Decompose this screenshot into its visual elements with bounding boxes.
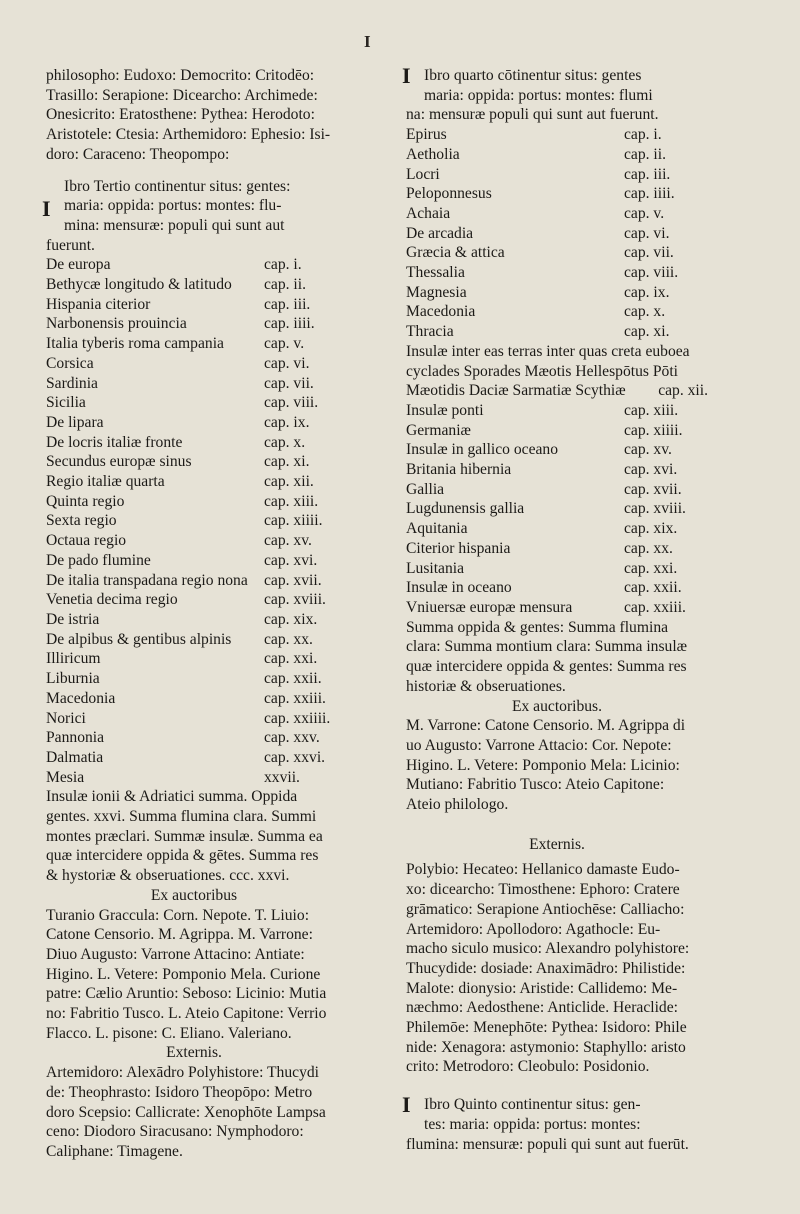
chapter-number: cap. xviii. xyxy=(264,591,326,609)
book-heading xyxy=(42,177,342,256)
chapter-title: Mæotidis Daciæ Sarmatiæ Scythiæ xyxy=(406,382,626,400)
chapter-number: cap. xxiii. xyxy=(264,689,326,707)
toc-entry xyxy=(406,578,708,598)
chapter-title: Pannonia xyxy=(46,729,105,747)
chapter-title: Italia tyberis roma campania xyxy=(46,335,224,353)
toc-entry xyxy=(46,748,342,768)
chapter-title: Aetholia xyxy=(406,145,460,163)
chapter-title: Thracia xyxy=(406,323,454,341)
intro-line: doro: Caraceno: Theopompo: xyxy=(46,145,230,163)
toc-entry xyxy=(406,145,708,165)
chapter-number: cap. xvi. xyxy=(264,551,318,569)
toc-entry xyxy=(46,374,342,394)
toc-entry xyxy=(406,598,708,618)
chapter-number: cap. v. xyxy=(624,204,665,222)
chapter-number: cap. xiii. xyxy=(624,401,679,419)
toc-entry xyxy=(46,334,342,354)
toc-entry xyxy=(46,709,342,729)
toc-entry xyxy=(406,283,708,303)
chapter-number: cap. xii. xyxy=(264,473,314,491)
chapter-number: cap. vi. xyxy=(264,354,310,372)
toc-entry xyxy=(46,393,342,413)
chapter-number: cap. xi. xyxy=(264,453,310,471)
chapter-number: cap. xxiiii. xyxy=(264,709,331,727)
external-author-line: Philemōe: Menephōte: Pythea: Isidoro: Phile xyxy=(406,1019,687,1037)
toc-entry xyxy=(46,610,342,630)
drop-initial: I xyxy=(42,195,51,221)
external-author-line: Artemidoro: Alexādro Polyhistore: Thucydi xyxy=(46,1064,319,1082)
chapter-number: cap. xxiii. xyxy=(624,598,686,616)
chapter-title: Regio italiæ quarta xyxy=(46,473,165,491)
chapter-number: cap. ix. xyxy=(624,283,670,301)
chapter-title: Sardinia xyxy=(46,374,98,392)
chapter-title: De europa xyxy=(46,256,111,274)
drop-initial: I xyxy=(402,1092,411,1118)
chapter-title: Bethycæ longitudo & latitudo xyxy=(46,276,232,294)
chapter-title: Mesia xyxy=(46,768,85,786)
chapter-title: Peloponnesus xyxy=(406,185,492,203)
toc-entry xyxy=(46,413,342,433)
heading-line: flumina: mensuræ: populi qui sunt aut fuerūt. xyxy=(406,1135,689,1153)
heading-line: Ibro quarto cōtinentur situs: gentes xyxy=(424,67,642,84)
toc-entry xyxy=(406,184,708,204)
toc-entry xyxy=(46,768,342,788)
toc-entry xyxy=(46,669,342,689)
external-author-line: Caliphane: Timagene. xyxy=(46,1142,183,1160)
insulae-line: cyclades Sporades Mæotis Hellespōtus Pōti xyxy=(406,362,678,380)
chapter-title: Illiricum xyxy=(46,650,101,668)
toc-entry xyxy=(46,472,342,492)
toc-entry xyxy=(406,263,708,283)
toc-entry xyxy=(406,519,708,539)
toc-entry xyxy=(406,401,708,421)
chapter-title: Corsica xyxy=(46,354,94,372)
chapter-number: cap. xx. xyxy=(264,630,313,648)
chapter-title: Dalmatia xyxy=(46,748,104,766)
author-line: Higino. L. Vetere: Pomponio Mela: Licinio: xyxy=(406,756,680,774)
external-author-line: Polybio: Hecateo: Hellanico damaste Eudo- xyxy=(406,861,680,879)
ex-auctoribus-heading: Ex auctoribus xyxy=(150,886,238,904)
toc-entry xyxy=(406,559,708,579)
author-line: no: Fabritio Tusco. L. Ateio Capitone: Verrio xyxy=(46,1005,327,1023)
chapter-number: cap. viii. xyxy=(264,394,319,412)
heading-line: Ibro Tertio continentur situs: gentes: xyxy=(64,177,291,195)
chapter-title: Sicilia xyxy=(46,394,86,412)
heading-line: mina: mensuræ: populi qui sunt aut xyxy=(64,216,285,234)
chapter-number: cap. xxv. xyxy=(264,729,320,747)
chapter-number: cap. xiii. xyxy=(264,492,319,510)
spacer xyxy=(46,165,342,177)
toc-entry xyxy=(46,433,342,453)
chapter-title: Thessalia xyxy=(406,264,465,282)
external-author-line: xo: dicearcho: Timosthene: Ephoro: Cratere xyxy=(406,881,680,899)
chapter-number: cap. xiiii. xyxy=(264,512,323,530)
summary-line: Insulæ ionii & Adriatici summa. Oppida xyxy=(46,788,298,806)
chapter-number: cap. xv. xyxy=(264,532,312,550)
summary-line: quæ intercidere oppida & gentes: Summa res xyxy=(406,658,687,676)
toc-entry xyxy=(406,243,708,263)
chapter-title: Lusitania xyxy=(406,559,465,577)
toc-entry xyxy=(46,689,342,709)
chapter-number: cap. x. xyxy=(624,303,666,321)
chapter-number: cap. vi. xyxy=(624,224,670,242)
intro-line: Onesicrito: Eratosthene: Pythea: Herodoto: xyxy=(46,106,315,124)
toc-entry xyxy=(46,728,342,748)
chapter-title: Narbonensis prouincia xyxy=(46,315,187,333)
chapter-title: Liburnia xyxy=(46,670,100,688)
chapter-title: Germaniæ xyxy=(406,421,471,439)
spacer xyxy=(406,1077,708,1095)
toc-entry xyxy=(46,551,342,571)
external-author-line: macho siculo musico: Alexandro polyhistore: xyxy=(406,940,690,958)
toc-entry xyxy=(406,322,708,342)
chapter-number: cap. vii. xyxy=(624,244,674,262)
chapter-title: Britania hibernia xyxy=(406,461,512,479)
toc-entry xyxy=(406,381,708,401)
toc-entry xyxy=(406,499,708,519)
toc-entry xyxy=(406,480,708,500)
author-line: M. Varrone: Catone Censorio. M. Agrippa di xyxy=(406,717,686,735)
chapter-number: cap. ix. xyxy=(264,413,310,431)
externis-heading: Externis. xyxy=(529,835,585,853)
toc-entry xyxy=(46,649,342,669)
chapter-title: De italia transpadana regio nona xyxy=(46,571,248,589)
chapter-number: cap. xix. xyxy=(624,520,678,538)
author-line: Mutiano: Fabritio Tusco: Ateio Capitone: xyxy=(406,776,665,794)
heading-line: Ibro Quinto continentur situs: gen- xyxy=(424,1096,641,1114)
toc-entry xyxy=(406,302,708,322)
author-line: Diuo Augusto: Varrone Attacino: Antiate: xyxy=(46,945,305,963)
author-line: Ateio philologo. xyxy=(406,796,509,814)
chapter-number: cap. xxvi. xyxy=(264,748,326,766)
heading-line: maria: oppida: portus: montes: flu- xyxy=(64,197,282,215)
toc-entry xyxy=(46,255,342,275)
toc-entry xyxy=(46,590,342,610)
chapter-number: cap. ii. xyxy=(264,276,306,294)
external-author-line: Artemidoro: Apollodoro: Agathocle: Eu- xyxy=(406,920,661,938)
chapter-number: cap. x. xyxy=(264,433,306,451)
chapter-title: Lugdunensis gallia xyxy=(406,500,525,518)
toc-entry xyxy=(46,314,342,334)
chapter-number: xxvii. xyxy=(264,768,300,786)
external-author-line: crito: Metrodoro: Cleobulo: Posidonio. xyxy=(406,1058,650,1076)
summary-line: historiæ & obseruationes. xyxy=(406,677,566,695)
heading-line: tes: maria: oppida: portus: montes: xyxy=(424,1115,641,1133)
chapter-title: Aquitania xyxy=(406,520,468,538)
book-heading xyxy=(402,63,708,125)
intro-line: philosopho: Eudoxo: Democrito: Critodēo: xyxy=(46,67,315,84)
chapter-number: cap. xiiii. xyxy=(624,421,683,439)
chapter-title: De alpibus & gentibus alpinis xyxy=(46,630,232,648)
chapter-number: cap. xvi. xyxy=(624,461,678,479)
book-heading xyxy=(402,1092,708,1154)
chapter-title: Græcia & attica xyxy=(406,244,505,262)
chapter-title: De pado flumine xyxy=(46,551,151,569)
page-folio: I xyxy=(364,32,371,51)
author-line: Flacco. L. pisone: C. Eliano. Valeriano. xyxy=(46,1024,292,1042)
chapter-title: Macedonia xyxy=(46,689,116,707)
chapter-number: cap. xvii. xyxy=(624,480,682,498)
chapter-number: cap. xxii. xyxy=(624,579,682,597)
author-line: Catone Censorio. M. Agrippa. M. Varrone: xyxy=(46,926,313,944)
toc-entry xyxy=(406,165,708,185)
chapter-title: Octaua regio xyxy=(46,532,127,550)
chapter-number: cap. ii. xyxy=(624,145,666,163)
author-line: Higino. L. Vetere: Pomponio Mela. Curione xyxy=(46,965,321,983)
chapter-number: cap. xix. xyxy=(264,610,318,628)
heading-line: na: mensuræ populi qui sunt aut fuerunt. xyxy=(406,106,659,124)
chapter-title: Norici xyxy=(46,709,86,727)
chapter-title: De arcadia xyxy=(406,224,474,242)
insulae-line: Insulæ inter eas terras inter quas creta euboea xyxy=(406,342,690,360)
author-line: patre: Cælio Aruntio: Seboso: Licinio: Mutia xyxy=(46,985,327,1003)
toc-entry xyxy=(406,440,708,460)
external-author-line: ceno: Diodoro Siracusano: Nymphodoro: xyxy=(46,1123,304,1141)
toc-entry xyxy=(46,492,342,512)
summary-line: montes præclari. Summæ insulæ. Summa ea xyxy=(46,827,323,845)
heading-line: maria: oppida: portus: montes: flumi xyxy=(424,86,653,104)
chapter-title: De locris italiæ fronte xyxy=(46,433,183,451)
chapter-number: cap. iii. xyxy=(624,165,671,183)
chapter-number: cap. xv. xyxy=(624,441,672,459)
chapter-title: De lipara xyxy=(46,413,104,431)
chapter-title: Sexta regio xyxy=(46,512,117,530)
chapter-number: cap. xii. xyxy=(658,382,708,400)
toc-entry xyxy=(46,630,342,650)
chapter-title: Hispania citerior xyxy=(46,295,151,313)
intro-line: Aristotele: Ctesia: Arthemidoro: Ephesio: Isi- xyxy=(46,126,331,144)
toc-entry xyxy=(406,421,708,441)
chapter-number: cap. viii. xyxy=(624,264,679,282)
spacer xyxy=(406,815,708,835)
toc-entry xyxy=(46,531,342,551)
chapter-title: Magnesia xyxy=(406,283,467,301)
chapter-title: Citerior hispania xyxy=(406,539,511,557)
intro-line: Trasillo: Serapione: Dicearcho: Archimede: xyxy=(46,86,318,104)
toc-entry xyxy=(46,452,342,472)
chapter-number: cap. xxi. xyxy=(624,559,678,577)
summary-line: clara: Summa montium clara: Summa insulæ xyxy=(406,638,688,656)
toc-entry xyxy=(406,125,708,145)
summary-line: & hystoriæ & obseruationes. ccc. xxvi. xyxy=(46,867,290,885)
chapter-number: cap. vii. xyxy=(264,374,314,392)
summary-line: quæ intercidere oppida & gētes. Summa res xyxy=(46,847,319,865)
summary-line: gentes. xxvi. Summa flumina clara. Summi xyxy=(46,808,317,826)
toc-entry xyxy=(46,354,342,374)
chapter-title: Venetia decima regio xyxy=(46,591,178,609)
chapter-title: Secundus europæ sinus xyxy=(46,453,192,471)
toc-entry xyxy=(46,295,342,315)
toc-entry xyxy=(46,275,342,295)
toc-entry xyxy=(406,460,708,480)
chapter-title: Vniuersæ europæ mensura xyxy=(406,598,573,616)
chapter-title: Epirus xyxy=(406,126,447,144)
chapter-title: Insulæ in oceano xyxy=(406,579,512,597)
external-author-line: de: Theophrasto: Isidoro Theopōpo: Metro xyxy=(46,1083,313,1101)
external-author-line: grāmatico: Serapione Antiochēse: Calliacho: xyxy=(406,900,685,918)
chapter-title: Insulæ ponti xyxy=(406,401,484,419)
toc-entry xyxy=(46,571,342,591)
externis-heading: Externis. xyxy=(166,1044,222,1062)
chapter-number: cap. xi. xyxy=(624,323,670,341)
chapter-number: cap. xx. xyxy=(624,539,673,557)
chapter-number: cap. xxi. xyxy=(264,650,318,668)
chapter-number: cap. xvii. xyxy=(264,571,322,589)
external-author-line: næchmo: Aedosthene: Anticlide. Heraclide: xyxy=(406,999,678,1017)
right-column xyxy=(402,63,708,1154)
chapter-number: cap. i. xyxy=(264,256,302,274)
chapter-title: De istria xyxy=(46,610,100,628)
external-author-line: Thucydide: dosiade: Anaximādro: Philistide: xyxy=(406,959,686,977)
author-line: uo Augusto: Varrone Attacio: Cor. Nepote: xyxy=(406,736,672,754)
toc-entry xyxy=(406,204,708,224)
chapter-number: cap. xxii. xyxy=(264,670,322,688)
summary-line: Summa oppida & gentes: Summa flumina xyxy=(406,618,669,636)
chapter-number: cap. iiii. xyxy=(264,315,315,333)
external-author-line: doro Scepsio: Callicrate: Xenophōte Lampsa xyxy=(46,1103,326,1121)
chapter-number: cap. v. xyxy=(264,335,305,353)
chapter-number: cap. i. xyxy=(624,126,662,144)
left-column xyxy=(42,66,342,1162)
chapter-title: Gallia xyxy=(406,480,445,498)
chapter-title: Locri xyxy=(406,165,440,183)
chapter-title: Achaia xyxy=(406,204,451,222)
chapter-title: Macedonia xyxy=(406,303,476,321)
ex-auctoribus-heading: Ex auctoribus. xyxy=(511,697,603,715)
author-line: Turanio Graccula: Corn. Nepote. T. Liuio: xyxy=(46,906,310,924)
toc-entry xyxy=(406,539,708,559)
heading-line: fuerunt. xyxy=(46,236,95,254)
external-author-line: nide: Xenagora: astymonio: Staphyllo: aristo xyxy=(406,1038,686,1056)
chapter-title: Insulæ in gallico oceano xyxy=(406,441,559,459)
chapter-number: cap. iii. xyxy=(264,295,311,313)
external-author-line: Malote: dionysio: Aristide: Callidemo: Me- xyxy=(406,979,678,997)
toc-entry xyxy=(46,511,342,531)
toc-entry xyxy=(406,224,708,244)
chapter-title: Quinta regio xyxy=(46,492,125,510)
chapter-number: cap. xviii. xyxy=(624,500,686,518)
chapter-number: cap. iiii. xyxy=(624,185,675,203)
drop-initial: I xyxy=(402,63,411,88)
